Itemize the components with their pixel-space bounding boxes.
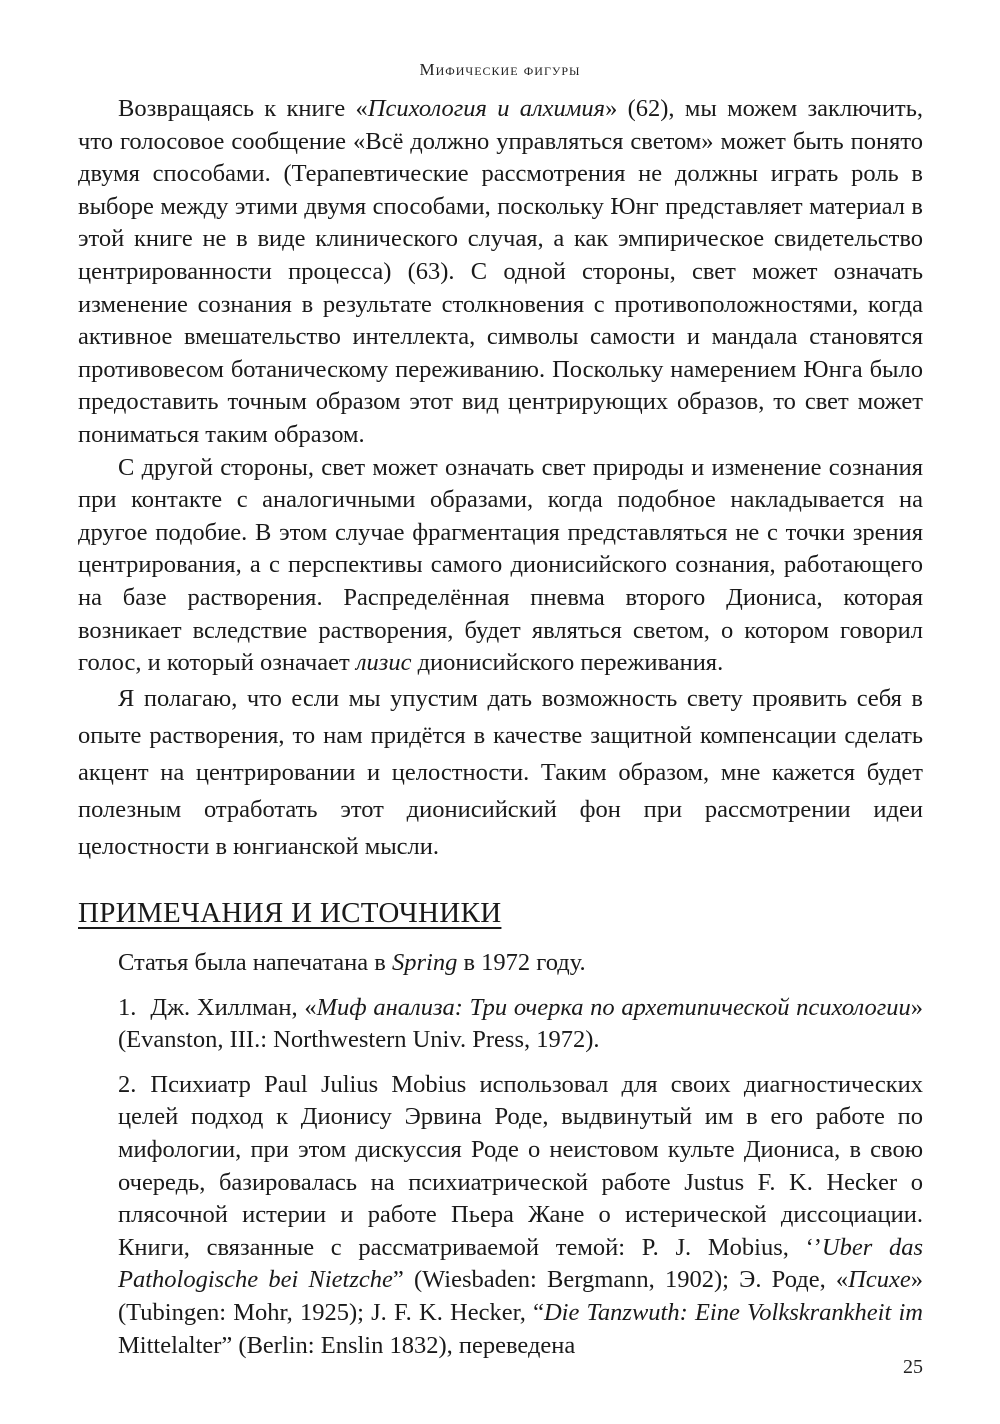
note-number: 1. — [118, 993, 137, 1021]
italic-term: лизис — [355, 649, 412, 677]
book-title: Uber das Pathologische bei Nietzche — [118, 1233, 923, 1294]
journal-title: Spring — [391, 949, 458, 976]
note-item — [118, 992, 923, 1057]
paragraph-2 — [78, 452, 923, 680]
text-span: Статья была напечатана в — [118, 949, 392, 976]
book-title: Миф анализа: Три очерка по архетипической психологии — [316, 993, 911, 1021]
note-number: 2. — [118, 1070, 137, 1098]
book-title: Психе — [848, 1266, 911, 1294]
text-span: » (Evanston, III.: Northwestern Univ. Press, 1972). — [118, 993, 923, 1054]
text-span: Возвращаясь к книге « — [118, 95, 368, 122]
running-head: Мифические фигуры — [419, 60, 581, 79]
text-span: » (62), мы можем заключить, что голосовое сообщение «Всё должно управляться светом» может быть понято двумя способами. (Терапевтические рассмотрения не должны играть роль в выборе между этими двумя способами, поскольку Юнг представляет материал в этой книге не в виде клинического случая, а как эмпирическое свидетельство центрированности процесса) (63). С одной стороны, свет может означать изменение сознания в результате столкновения с противоположностями, когда активное вмешательство интеллекта, символы самости и мандала становятся противовесом ботаническому переживанию. Поскольку намерением Юнга было предоставить точным образом этот вид центрирующих образов, то свет может пониматься таким образом. — [78, 95, 923, 448]
text-span: Психиатр Paul Julius Mobius использовал для своих диагностических целей подход к Дионису Эрвина Роде, выдвинутый им в его работе по мифологии, при этом дискуссия Роде о неистовом культе Диониса, в свою очередь, базировалась на психиатрической работе Justus F. K. Hecker о плясочной истерии и работе Пьера Жане о истерической диссоциации. Книги, связанные с рассматриваемой темой: P. J. Mobius, ‘’ — [118, 1070, 923, 1261]
text-span: » (Tubingen: Mohr, 1925); J. F. K. Hecker, “ — [118, 1266, 923, 1326]
paragraph-1 — [78, 93, 923, 452]
text-span: ” (Wiesbaden: Bergmann, 1902); Э. Роде, « — [392, 1266, 849, 1294]
paragraph-3 — [78, 680, 923, 865]
book-title: Психология и алхимия — [367, 95, 606, 122]
note-item — [118, 1069, 923, 1362]
body-text — [78, 93, 923, 865]
book-title: Die Tanzwuth: Eine Volkskrankheit im — [543, 1298, 923, 1326]
text-span: дионисийского переживания. — [411, 649, 724, 677]
notes-list — [118, 947, 923, 1374]
notes-intro — [118, 947, 923, 980]
text-span: Я полагаю, что если мы упустим дать возможность свету проявить себя в опыте растворения, то нам придётся в качестве защитной компенсации сделать акцент на центрировании и целостности. Таким образом, мне кажется будет полезным отработать этот дионисийский фон при рассмотрении идеи целостности в юнгианской мысли. — [78, 684, 923, 860]
page-number: 25 — [903, 1356, 923, 1378]
text-span: Дж. Хиллман, « — [150, 993, 317, 1021]
notes-heading: ПРИМЕЧАНИЯ И ИСТОЧНИКИ — [78, 897, 502, 929]
text-span: в 1972 году. — [457, 949, 586, 976]
text-span: С другой стороны, свет может означать свет природы и изменение сознания при контакте с аналогичными образами, когда подобное накладывается на другое подобие. В этом случае фрагментация представляться не с точки зрения центрирования, а с перспективы самого дионисийского сознания, работающего на базе растворения. Распределённая пневма второго Диониса, которая возникает вследствие растворения, будет являться светом, о котором говорил голос, и который означает — [78, 453, 923, 677]
text-span: Mittelalter” (Berlin: Enslin 1832), переведена — [118, 1331, 576, 1359]
